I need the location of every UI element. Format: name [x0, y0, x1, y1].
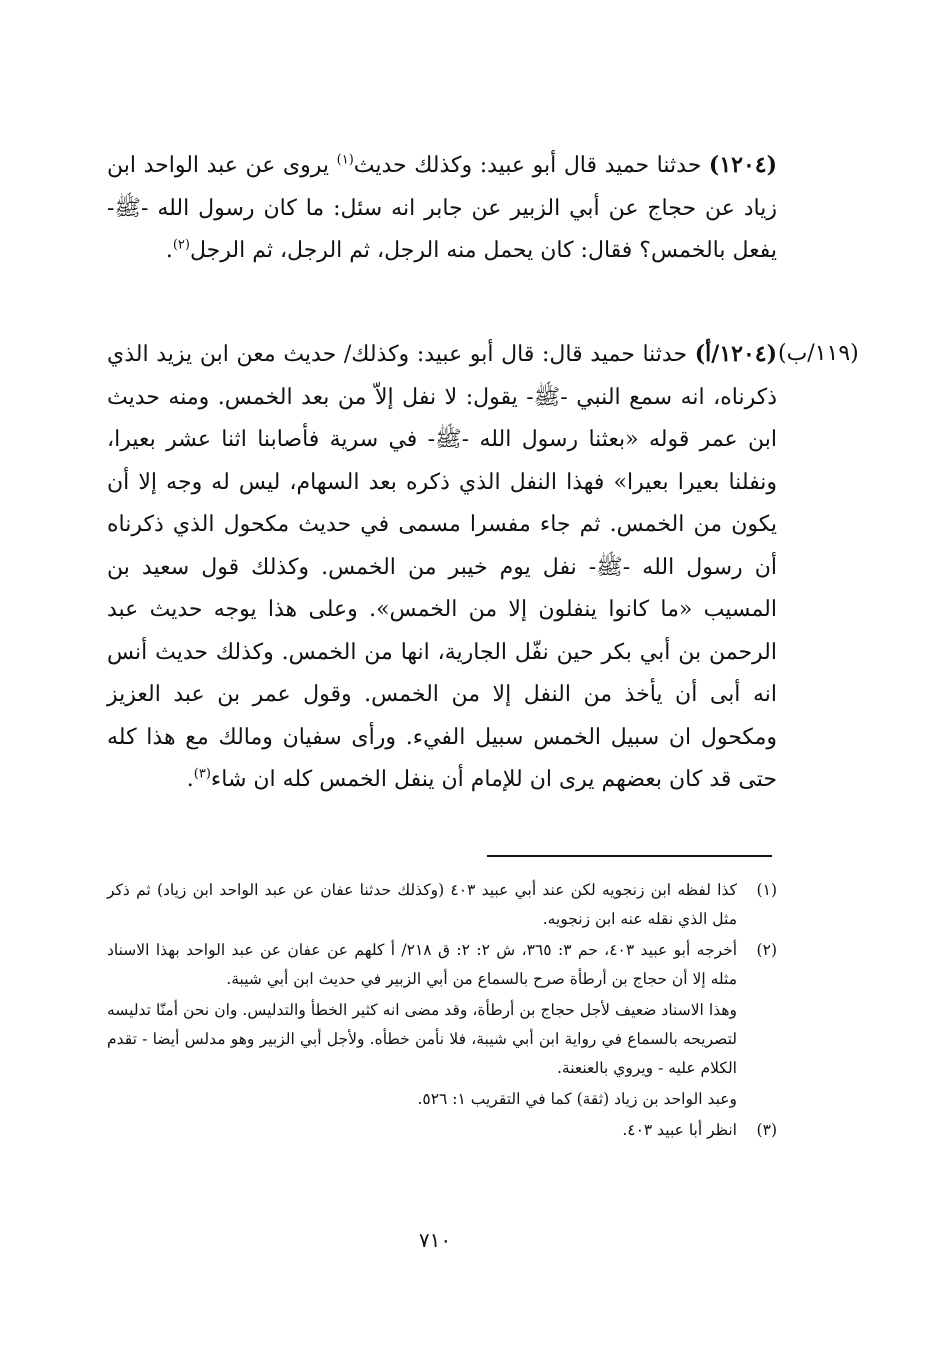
- footnote-2: [107, 936, 777, 994]
- entry-text-part2: يروى عن عبد الواحد ابن زياد عن حجاج عن أبي الزبير عن جابر انه سئل: ما كان رسول الله -ﷺ- يفعل بالخمس؟ فقال: كان يحمل منه الرجل، ثم الرجل، ثم الرجل: [107, 153, 777, 263]
- entry-text: حدثنا حميد قال: قال أبو عبيد: وكذلك/ حديث معن ابن يزيد الذي ذكرناه، انه سمع النبي -ﷺ- يقول: لا نفل إلاّ من بعد الخمس. ومنه حديث ابن عمر قوله «بعثنا رسول الله -ﷺ- في سرية فأصابنا اثنا عشر بعيرا، ونفلنا بعيرا بعيرا» فهذا النفل الذي ذكره بعد السهام، ليس له وجه إلا أن يكون من الخمس. ثم جاء مفسرا مسمى في حديث مكحول الذي ذكرناه أن رسول الله -ﷺ- نفل يوم خيبر من الخمس. وكذلك قول سعيد بن المسيب «ما كانوا ينفلون إلا من الخمس». وعلى هذا يوجه حديث عبد الرحمن بن أبي بكر حين نفّل الجارية، انها من الخمس. وكذلك حديث أنس انه أبى أن يأخذ من النفل إلا من الخمس. وقول عمر بن عبد العزيز ومكحول ان سبيل الخمس سبيل الفيء. ورأى سفيان ومالك مع هذا كله حتى قد كان بعضهم يرى ان للإمام أن ينفل الخمس كله ان شاء: [107, 342, 777, 792]
- footnote-ref-1[interactable]: (١): [336, 152, 354, 168]
- footnote-number: (٣): [756, 1121, 777, 1139]
- footnotes: [107, 876, 777, 1147]
- entry-number: (١٢٠٤/أ): [694, 341, 777, 367]
- entry-number: (١٢٠٤): [708, 152, 777, 178]
- footnote-number: (٢): [756, 941, 777, 959]
- footnote-2-continuation: وعبد الواحد بن زياد (ثقة) كما في التقريب ١: ٥٢٦.: [417, 1090, 737, 1108]
- entry-ending: .: [186, 767, 194, 792]
- footnote-2-continuation: وهذا الاسناد ضعيف لأجل حجاج بن أرطأة، وقد مضى انه كثير الخطأ والتدليس. وان نحن أمنّا تدليسه لتصريحه بالسماع في رواية ابن أبي شيبة، فلا نأمن خطأه. ولأجل أبي الزبير وهو مدلس أيضا - تقدم الكلام عليه - ويروي بالعنعنة.: [107, 1001, 737, 1077]
- footnote-ref-2[interactable]: (٢): [172, 237, 190, 253]
- footnote-3: [107, 1116, 777, 1145]
- manuscript-folio-marker: (١١٩/ب): [778, 341, 859, 366]
- footnote-text: كذا لفظه ابن زنجويه لكن عند أبي عبيد ٤٠٣ (وكذلك حدثنا عفان عن عبد الواحد ابن زياد) ثم ذكر مثل الذي نقله عنه ابن زنجويه.: [107, 881, 737, 928]
- entry-text-part1: حدثنا حميد قال أبو عبيد: وكذلك حديث: [353, 153, 709, 178]
- footnote-number: (١): [756, 881, 777, 899]
- footnote-text: أخرجه أبو عبيد ٤٠٣، حم ٣: ٣٦٥، ش ٢: ٢: ق ٢١٨/ أ كلهم عن عفان عن عبد الواحد بهذا الاسناد مثله إلا أن حجاج بن أرطأة صرح بالسماع من أبي الزبير في حديث ابن أبي شيبة.: [107, 941, 738, 988]
- page-number: ٧١٠: [418, 1228, 452, 1252]
- entry-1204: [107, 144, 777, 273]
- footnote-1: [107, 876, 777, 934]
- entry-1204a: [107, 333, 777, 802]
- footnote-separator: [487, 855, 772, 857]
- entry-ending: .: [165, 238, 173, 263]
- footnote-text: انظر أبا عبيد ٤٠٣.: [622, 1121, 737, 1139]
- footnote-ref-3[interactable]: (٣): [193, 766, 211, 782]
